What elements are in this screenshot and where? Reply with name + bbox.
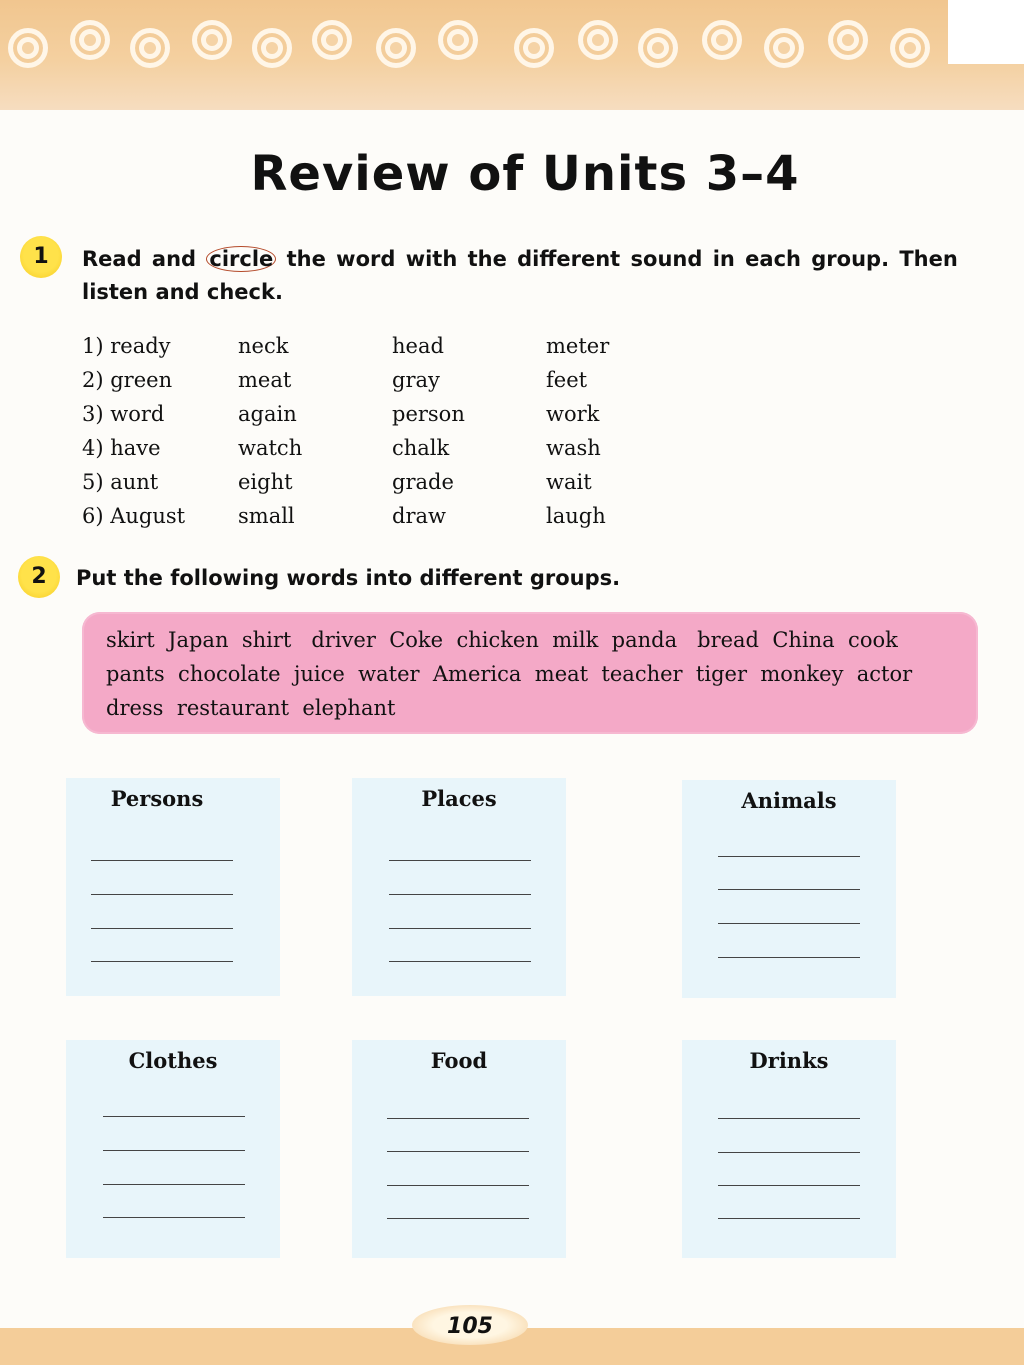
word-cell: meter [546, 334, 610, 358]
circled-word: circle [206, 246, 276, 272]
sound-group-row [82, 402, 700, 436]
answer-blank[interactable] [718, 856, 860, 858]
word-cell: watch [238, 436, 303, 460]
answer-blank[interactable] [718, 1152, 860, 1154]
category-panel-animals [682, 780, 896, 998]
category-heading: Clothes [128, 1048, 218, 1073]
ring-ornament [764, 28, 804, 68]
word-cell: neck [238, 334, 289, 358]
word-cell: grade [392, 470, 454, 494]
word-cell: chalk [392, 436, 450, 460]
answer-blank[interactable] [387, 1218, 529, 1220]
word-cell: wash [546, 436, 601, 460]
section-1-instruction-line1 [82, 246, 958, 272]
answer-blank[interactable] [387, 1151, 529, 1153]
category-panel-persons [66, 778, 280, 996]
word-cell: 1) ready [82, 334, 171, 358]
answer-blank[interactable] [718, 1185, 860, 1187]
answer-blank[interactable] [387, 1185, 529, 1187]
category-panel-places [352, 778, 566, 996]
answer-blank[interactable] [718, 957, 860, 959]
ring-pattern [8, 20, 948, 70]
answer-blank[interactable] [718, 1118, 860, 1120]
instruction-text-a: Read and [82, 247, 197, 271]
word-cell: 4) have [82, 436, 161, 460]
answer-blank[interactable] [91, 928, 233, 930]
answer-blank[interactable] [103, 1116, 245, 1118]
section-1-instruction-line2: listen and check. [82, 280, 283, 304]
category-panel-clothes [66, 1040, 280, 1258]
answer-blank[interactable] [718, 1218, 860, 1220]
category-heading: Places [421, 786, 497, 811]
answer-blank[interactable] [718, 889, 860, 891]
category-heading: Animals [741, 788, 837, 813]
word-cell: meat [238, 368, 292, 392]
page-title: Review of Units 3–4 [250, 146, 800, 202]
corner-blank [948, 0, 1024, 64]
word-cell: 5) aunt [82, 470, 159, 494]
category-heading: Persons [110, 786, 204, 811]
ring-ornament [578, 20, 618, 60]
word-cell: 3) word [82, 402, 165, 426]
top-decorative-band [0, 0, 1024, 110]
ring-ornament [828, 20, 868, 60]
ring-ornament [252, 28, 292, 68]
ring-ornament [702, 20, 742, 60]
ring-ornament [8, 28, 48, 68]
word-bank-line: pants chocolate juice water America meat teacher tiger monkey actor [106, 662, 913, 686]
answer-blank[interactable] [389, 928, 531, 930]
answer-blank[interactable] [389, 860, 531, 862]
answer-blank[interactable] [718, 923, 860, 925]
answer-blank[interactable] [103, 1184, 245, 1186]
answer-blank[interactable] [389, 961, 531, 963]
word-cell: draw [392, 504, 446, 528]
ring-ornament [192, 20, 232, 60]
category-heading: Food [430, 1048, 488, 1073]
sound-group-row [82, 436, 700, 470]
word-cell: person [392, 402, 465, 426]
word-cell: 2) green [82, 368, 173, 392]
sound-groups-grid [82, 334, 700, 538]
sound-group-row [82, 504, 700, 538]
ring-ornament [638, 28, 678, 68]
instruction-text-b: the word with the different sound in each group. Then [286, 247, 958, 271]
section-2-badge: 2 [18, 556, 60, 598]
answer-blank[interactable] [91, 961, 233, 963]
word-cell: wait [546, 470, 592, 494]
section-2-instruction: Put the following words into different groups. [76, 566, 621, 590]
ring-ornament [376, 28, 416, 68]
word-cell: again [238, 402, 297, 426]
answer-blank[interactable] [389, 894, 531, 896]
word-cell: eight [238, 470, 293, 494]
page-number: 105 [412, 1305, 528, 1345]
word-bank-line: dress restaurant elephant [106, 696, 396, 720]
word-cell: small [238, 504, 295, 528]
word-cell: gray [392, 368, 440, 392]
ring-ornament [514, 28, 554, 68]
answer-blank[interactable] [387, 1118, 529, 1120]
word-cell: work [546, 402, 600, 426]
ring-ornament [70, 20, 110, 60]
category-panel-drinks [682, 1040, 896, 1258]
ring-ornament [130, 28, 170, 68]
ring-ornament [312, 20, 352, 60]
word-cell: head [392, 334, 444, 358]
answer-blank[interactable] [91, 860, 233, 862]
answer-blank[interactable] [103, 1150, 245, 1152]
ring-ornament [890, 28, 930, 68]
sound-group-row [82, 334, 700, 368]
word-cell: laugh [546, 504, 606, 528]
answer-blank[interactable] [91, 894, 233, 896]
sound-group-row [82, 368, 700, 402]
answer-blank[interactable] [103, 1217, 245, 1219]
word-cell: 6) August [82, 504, 186, 528]
category-panel-food [352, 1040, 566, 1258]
sound-group-row [82, 470, 700, 504]
category-heading: Drinks [749, 1048, 829, 1073]
section-1-badge: 1 [20, 236, 62, 278]
word-cell: feet [546, 368, 588, 392]
word-bank-line: skirt Japan shirt driver Coke chicken milk panda bread China cook [106, 628, 898, 652]
ring-ornament [438, 20, 478, 60]
